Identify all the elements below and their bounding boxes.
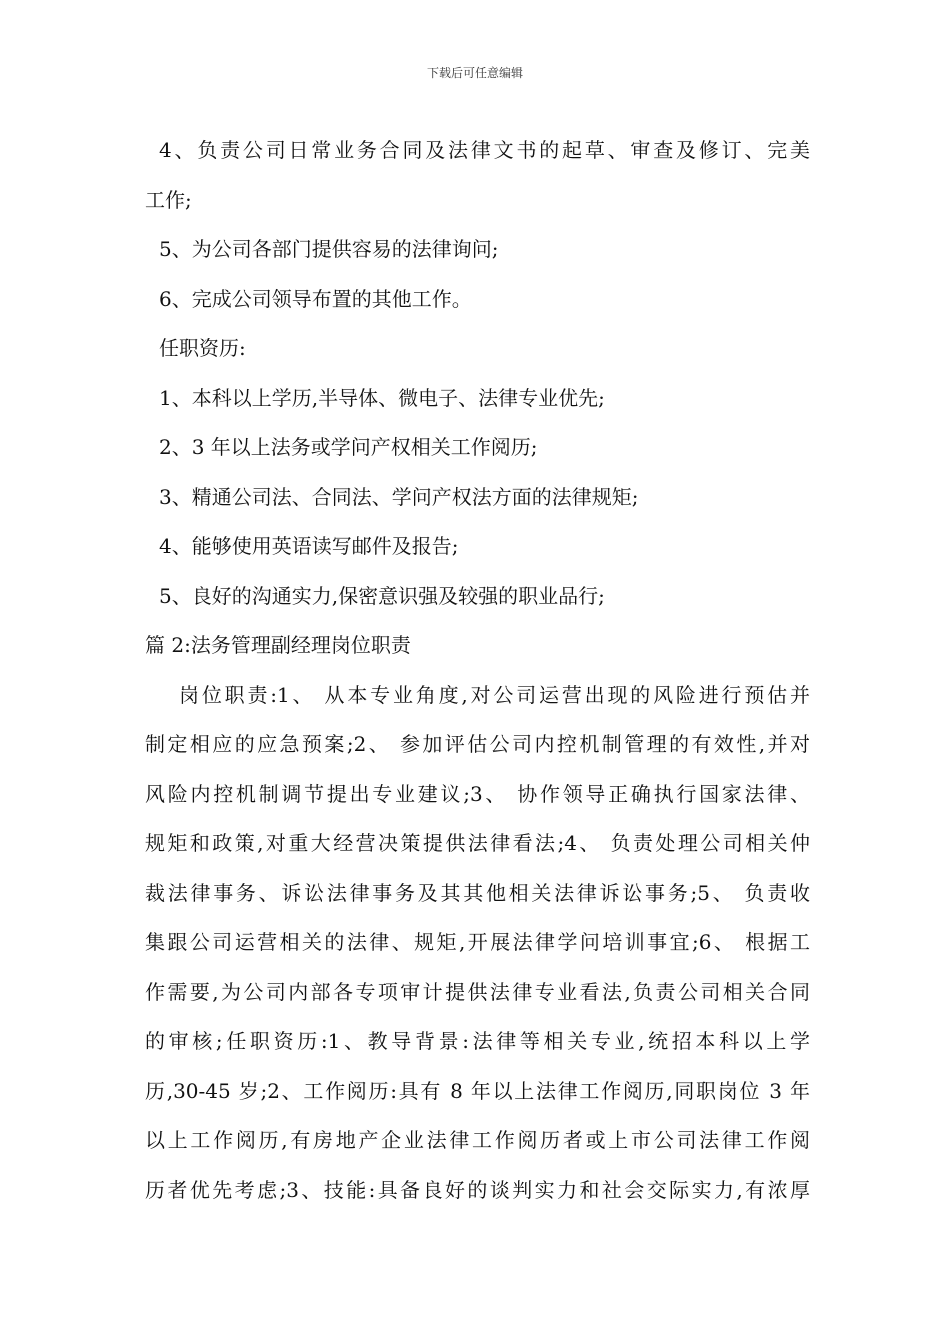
- document-body: [145, 126, 810, 1215]
- text-line: 风险内控机制调节提出专业建议;3、 协作领导正确执行国家法律、: [145, 781, 810, 806]
- text-line: 历者优先考虑;3、技能:具备良好的谈判实力和社会交际实力,有浓厚: [145, 1177, 810, 1202]
- text-line: 集跟公司运营相关的法律、规矩,开展法律学问培训事宜;6、 根据工: [145, 930, 810, 954]
- text-line: 5、为公司各部门提供容易的法律询问;: [159, 237, 499, 261]
- text-line: 4、能够使用英语读写邮件及报告;: [159, 534, 459, 558]
- text-line: 5、良好的沟通实力,保密意识强及较强的职业品行;: [159, 583, 605, 608]
- text-line: 裁法律事务、诉讼法律事务及其其他相关法律诉讼事务;5、 负责收: [145, 880, 810, 905]
- text-line: 制定相应的应急预案;2、 参加评估公司内控机制管理的有效性,并对: [145, 732, 810, 756]
- section-title: 篇 2:法务管理副经理岗位职责: [145, 633, 411, 657]
- text-line: 1、本科以上学历,半导体、微电子、法律专业优先;: [159, 385, 605, 410]
- text-line: 工作;: [145, 187, 192, 212]
- text-line: 以上工作阅历,有房地产企业法律工作阅历者或上市公司法律工作阅: [145, 1128, 810, 1152]
- text-line: 3、精通公司法、合同法、学问产权法方面的法律规矩;: [159, 484, 639, 509]
- text-line: 岗位职责:1、 从本专业角度,对公司运营出现的风险进行预估并: [179, 682, 810, 707]
- text-line: 的审核;任职资历:1、教导背景:法律等相关专业,统招本科以上学: [145, 1029, 810, 1053]
- section-heading: 任职资历:: [159, 336, 246, 360]
- text-line: 规矩和政策,对重大经营决策提供法律看法;4、 负责处理公司相关仲: [145, 831, 810, 855]
- text-line: 6、完成公司领导布置的其他工作。: [159, 286, 472, 311]
- text-line: 2、3 年以上法务或学问产权相关工作阅历;: [159, 435, 538, 459]
- text-line: 历,30-45 岁;2、工作阅历:具有 8 年以上法律工作阅历,同职岗位 3 年: [145, 1078, 810, 1103]
- text-line: 4、负责公司日常业务合同及法律文书的起草、审查及修订、完美: [159, 138, 810, 162]
- page-header: 下载后可任意编辑: [426, 66, 523, 80]
- text-line: 作需要,为公司内部各专项审计提供法律专业看法,负责公司相关合同: [145, 979, 810, 1004]
